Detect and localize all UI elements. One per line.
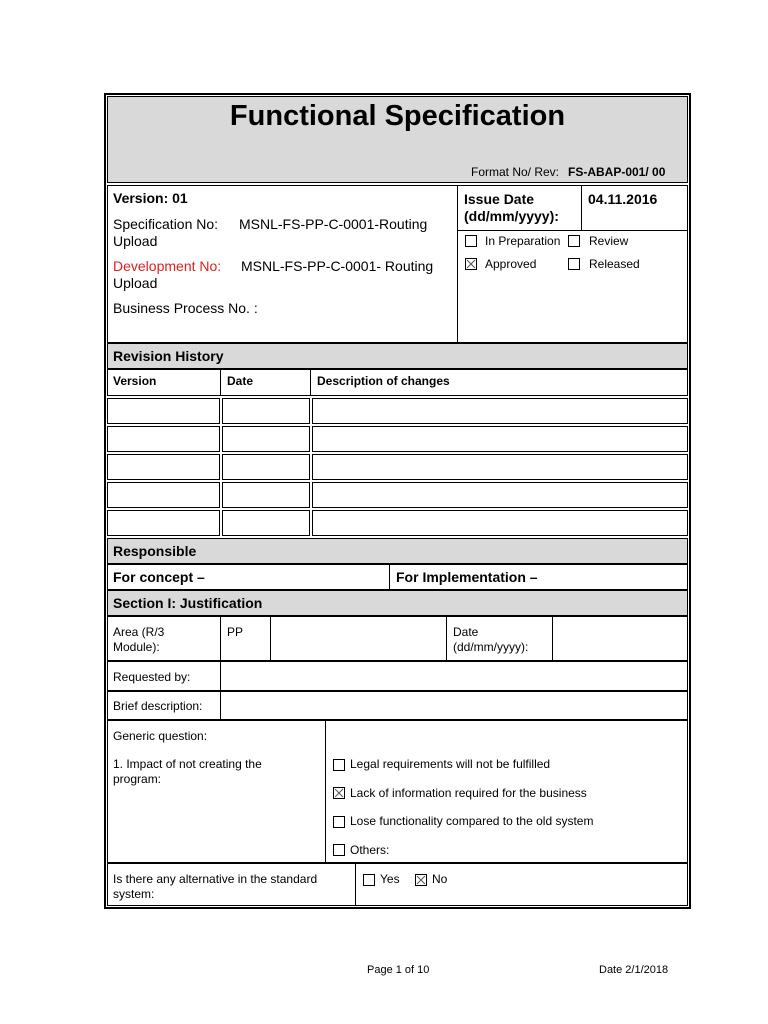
impact-others-checkbox[interactable]: [333, 844, 345, 856]
check-x-icon: [416, 875, 426, 885]
dev-no-value: MSNL-FS-PP-C-0001- Routing: [241, 258, 434, 274]
revision-cell[interactable]: [107, 510, 220, 536]
revision-cell[interactable]: [312, 454, 688, 480]
alternative-no-checkbox[interactable]: [415, 874, 427, 886]
revision-cell[interactable]: [107, 482, 220, 508]
impact-question-cont: program:: [113, 772, 162, 786]
revision-cell[interactable]: [107, 454, 220, 480]
revision-cell[interactable]: [222, 398, 310, 424]
revision-cell[interactable]: [222, 510, 310, 536]
revision-cell[interactable]: [222, 426, 310, 452]
impact-lack-info-checkbox[interactable]: [333, 787, 345, 799]
issue-date-format: (dd/mm/yyyy):: [464, 208, 559, 224]
impact-question: 1. Impact of not creating the: [113, 757, 262, 771]
alternative-yes-checkbox[interactable]: [363, 874, 375, 886]
brief-description-label: Brief description:: [113, 699, 203, 713]
revision-history-title: Revision History: [113, 348, 224, 364]
alternative-question-cont: system:: [113, 887, 155, 901]
check-x-icon: [334, 788, 344, 798]
impact-lose-functionality-label: Lose functionality compared to the old system: [350, 814, 594, 828]
dev-no-cont: Upload: [113, 275, 158, 291]
impact-legal-checkbox[interactable]: [333, 759, 345, 771]
revision-cell[interactable]: [222, 454, 310, 480]
page-title: Functional Specification: [229, 100, 566, 132]
responsible-title: Responsible: [113, 543, 197, 559]
for-implementation-label: For Implementation –: [396, 569, 538, 585]
status-review-checkbox[interactable]: [568, 235, 580, 247]
spec-no-label: Specification No:: [113, 216, 219, 232]
page-number: Page 1 of 10: [367, 964, 430, 976]
revision-cell[interactable]: [107, 426, 220, 452]
revision-cell[interactable]: [312, 426, 688, 452]
alternative-question: Is there any alternative in the standard: [113, 872, 318, 886]
issue-date-label: Issue Date: [464, 191, 535, 207]
revision-cell[interactable]: [107, 398, 220, 424]
revision-cell[interactable]: [312, 398, 688, 424]
area-row: [107, 616, 688, 661]
generic-question-label: Generic question:: [113, 729, 208, 743]
impact-legal-label: Legal requirements will not be fulfilled: [350, 757, 551, 771]
alternative-yes-label: Yes: [380, 872, 400, 886]
format-label: Format No/ Rev:: [471, 165, 560, 179]
version-label: Version: 01: [113, 190, 188, 206]
revision-col-description: Description of changes: [317, 374, 450, 388]
status-in-preparation-label: In Preparation: [485, 234, 561, 248]
date-label: Date: [453, 625, 479, 639]
section-justification-title: Section I: Justification: [113, 595, 263, 611]
status-in-preparation-checkbox[interactable]: [465, 235, 477, 247]
revision-cell[interactable]: [312, 510, 688, 536]
revision-cell[interactable]: [312, 482, 688, 508]
status-released-label: Released: [589, 257, 640, 271]
area-label-cont: Module):: [113, 640, 160, 654]
impact-others-label: Others:: [350, 843, 390, 857]
spec-no-value: MSNL-FS-PP-C-0001-Routing: [239, 216, 428, 232]
area-label: Area (R/3: [113, 625, 165, 639]
alternative-no-label: No: [432, 872, 448, 886]
status-approved-checkbox[interactable]: [465, 258, 477, 270]
for-concept-label: For concept –: [113, 569, 205, 585]
revision-cell[interactable]: [222, 482, 310, 508]
dev-no-label: Development No:: [113, 258, 222, 274]
impact-lack-info-label: Lack of information required for the business: [350, 786, 587, 800]
status-approved-label: Approved: [485, 257, 537, 271]
impact-lose-functionality-checkbox[interactable]: [333, 816, 345, 828]
footer-date: Date 2/1/2018: [599, 964, 669, 976]
business-process-label: Business Process No. :: [113, 300, 258, 316]
requested-by-row: [107, 661, 688, 691]
status-released-checkbox[interactable]: [568, 258, 580, 270]
revision-col-version: Version: [113, 374, 157, 388]
area-value: PP: [227, 625, 244, 639]
requested-by-label: Requested by:: [113, 670, 191, 684]
issue-date-value: 04.11.2016: [588, 191, 658, 207]
check-x-icon: [466, 259, 476, 269]
status-review-label: Review: [589, 234, 629, 248]
date-label-format: (dd/mm/yyyy):: [453, 640, 529, 654]
revision-col-date: Date: [227, 374, 254, 388]
spec-no-cont: Upload: [113, 233, 158, 249]
format-value: FS-ABAP-001/ 00: [568, 165, 666, 179]
